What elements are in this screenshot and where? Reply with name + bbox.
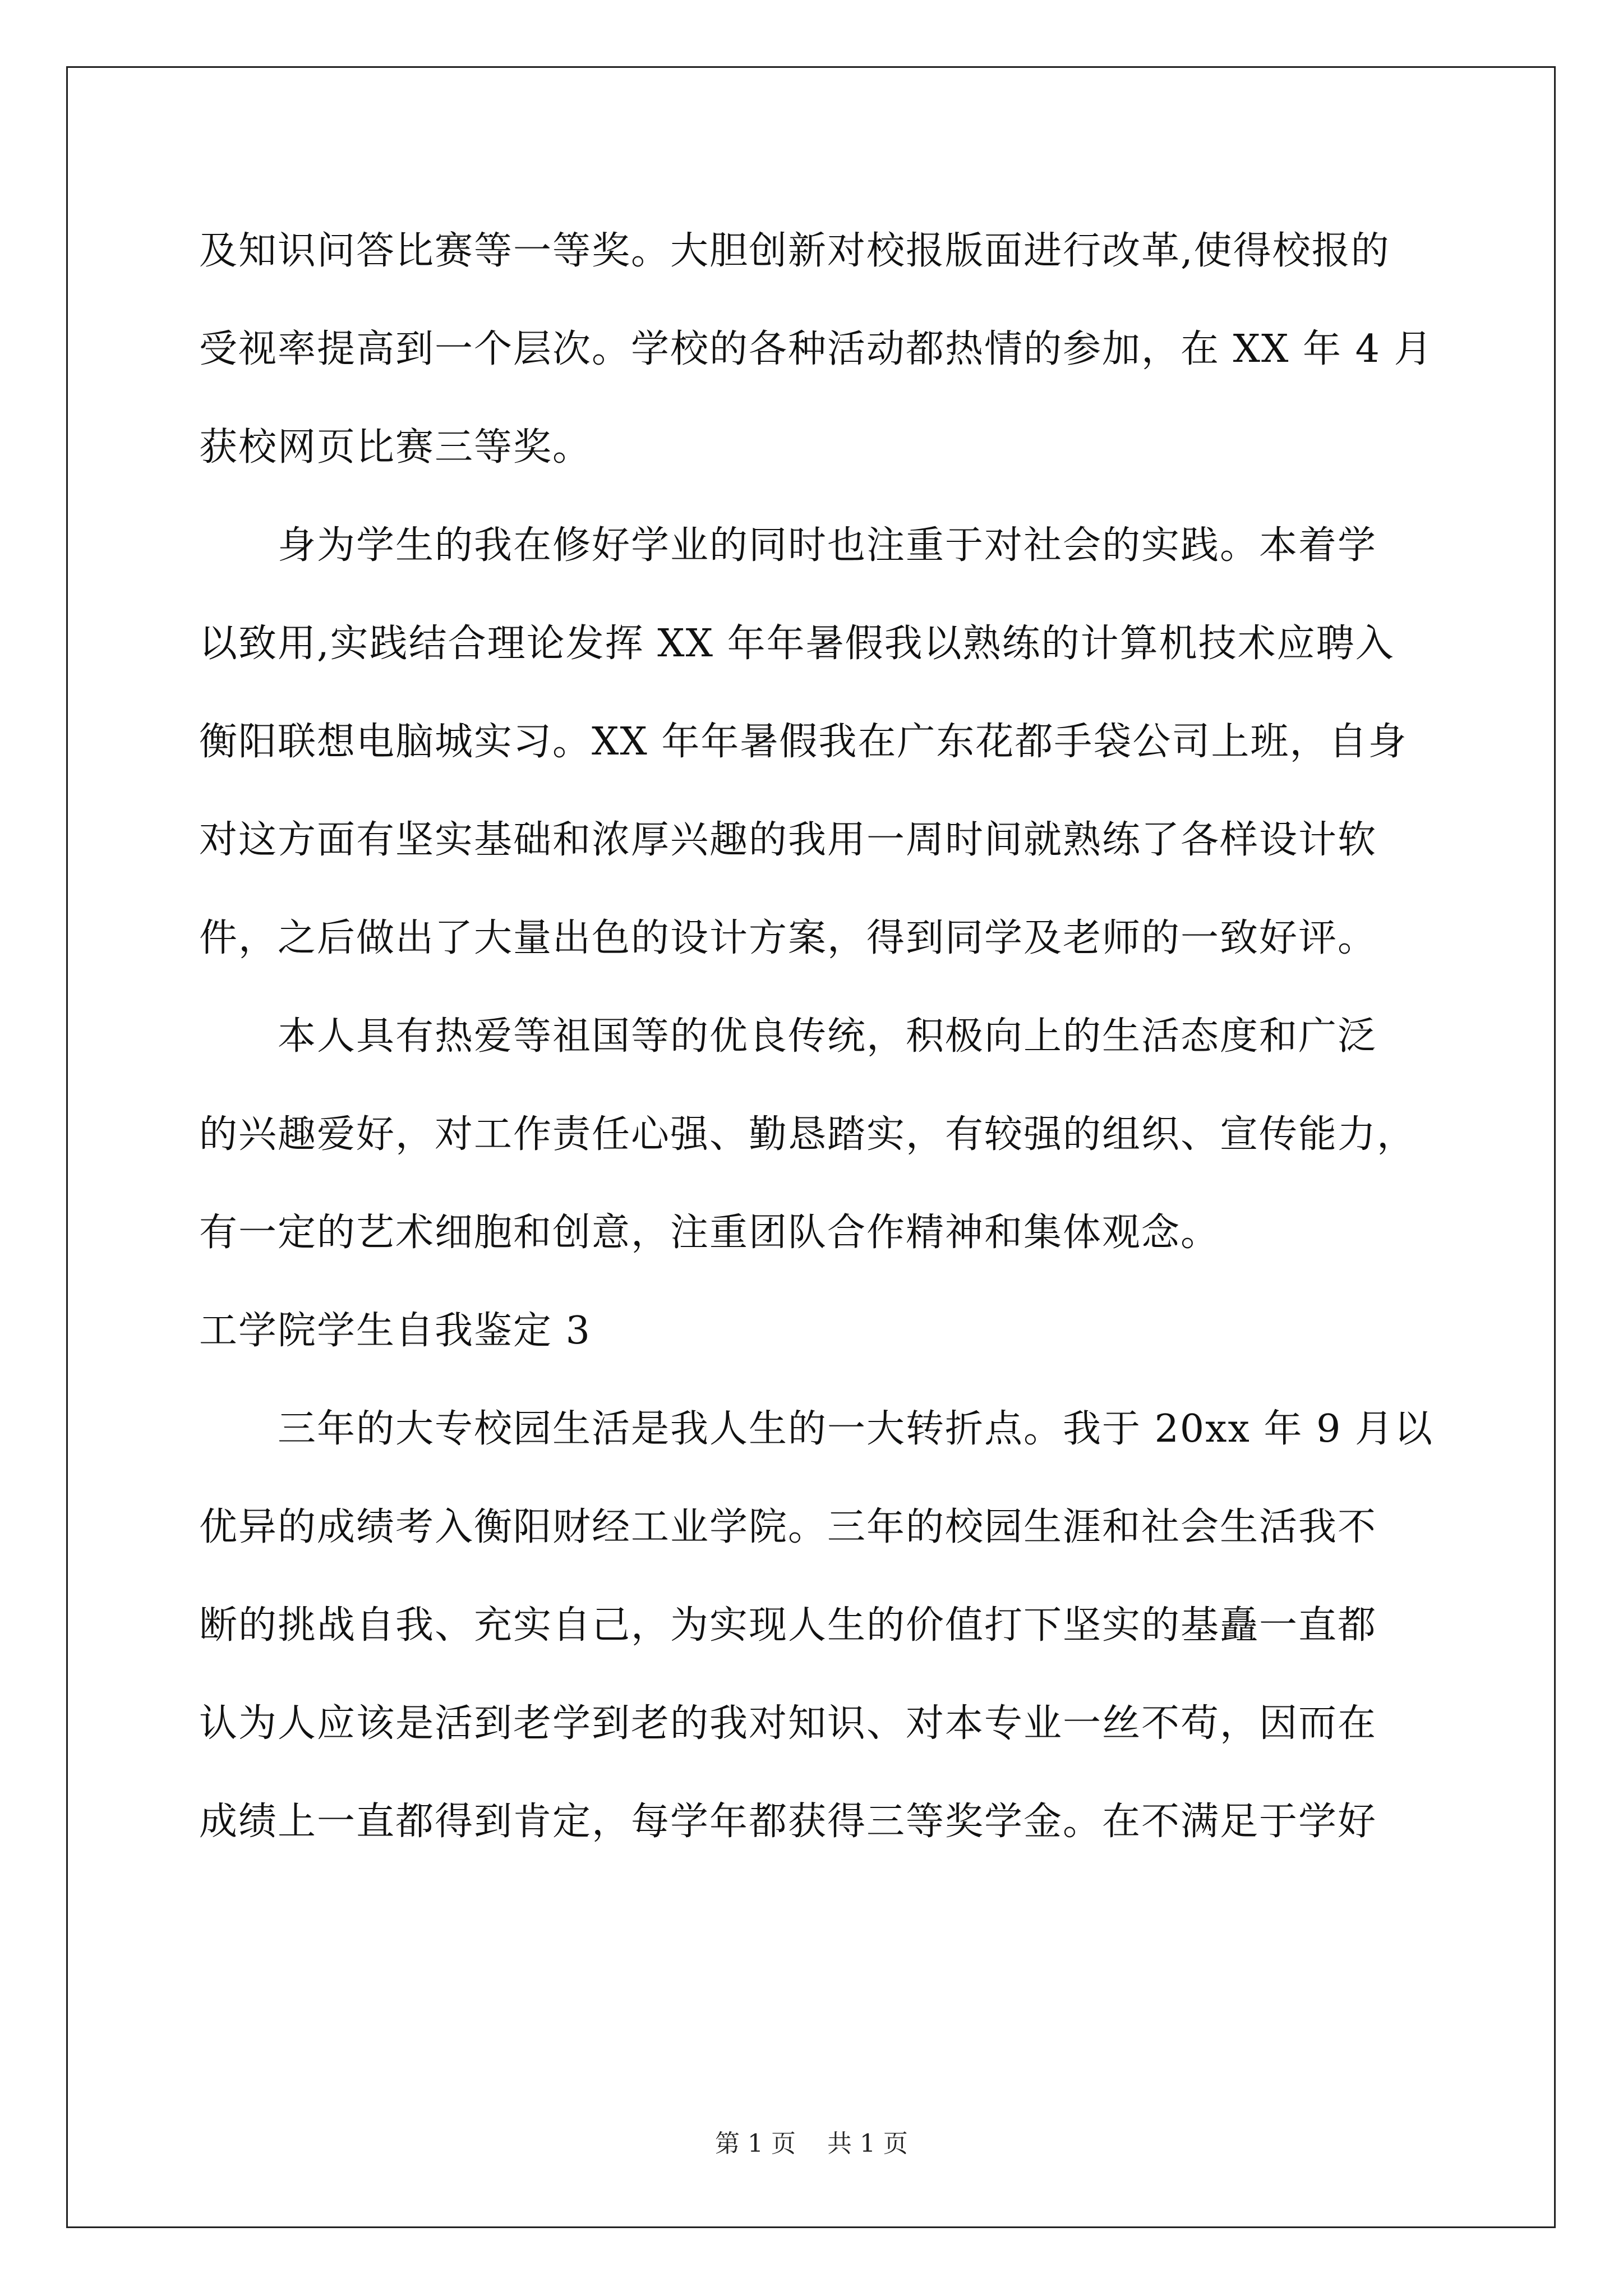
- text-line: 优异的成绩考入衡阳财经工业学院。三年的校园生涯和社会生活我不: [199, 1505, 1377, 1549]
- text-line: 三年的大专校园生活是我人生的一大转折点。我于 20xx 年 9 月以: [278, 1407, 1433, 1451]
- text-line: 获校网页比赛三等奖。: [199, 425, 592, 470]
- page-footer: 第 1 页 共 1 页: [715, 2129, 908, 2158]
- text-line: 衡阳联想电脑城实习。XX 年年暑假我在广东花都手袋公司上班，自身: [199, 720, 1408, 764]
- document-body: [199, 202, 1433, 1871]
- text-line: 本人具有热爱等祖国等的优良传统，积极向上的生活态度和广泛: [278, 1014, 1377, 1059]
- text-line: 件，之后做出了大量出色的设计方案，得到同学及老师的一致好评。: [199, 916, 1377, 960]
- section-heading: 工学院学生自我鉴定 3: [199, 1309, 591, 1353]
- text-line: 的兴趣爱好，对工作责任心强、勤恳踏实，有较强的组织、宣传能力，: [199, 1112, 1417, 1157]
- text-line: 及知识问答比赛等一等奖。大胆创新对校报版面进行改革,使得校报的: [199, 229, 1390, 273]
- text-line: 身为学生的我在修好学业的同时也注重于对社会的实践。本着学: [278, 523, 1377, 568]
- text-line: 对这方面有坚实基础和浓厚兴趣的我用一周时间就熟练了各样设计软: [199, 818, 1377, 862]
- text-line: 以致用,实践结合理论发挥 XX 年年暑假我以熟练的计算机技术应聘入: [199, 622, 1395, 666]
- text-line: 认为人应该是活到老学到老的我对知识、对本专业一丝不苟，因而在: [199, 1701, 1377, 1746]
- text-line: 成绩上一直都得到肯定，每学年都获得三等奖学金。在不满足于学好: [199, 1800, 1377, 1844]
- text-line: 断的挑战自我、充实自己，为实现人生的价值打下坚实的基矗一直都: [199, 1603, 1377, 1648]
- text-line: 受视率提高到一个层次。学校的各种活动都热情的参加，在 XX 年 4 月: [199, 327, 1433, 371]
- text-line: 有一定的艺术细胞和创意，注重团队合作精神和集体观念。: [199, 1211, 1220, 1255]
